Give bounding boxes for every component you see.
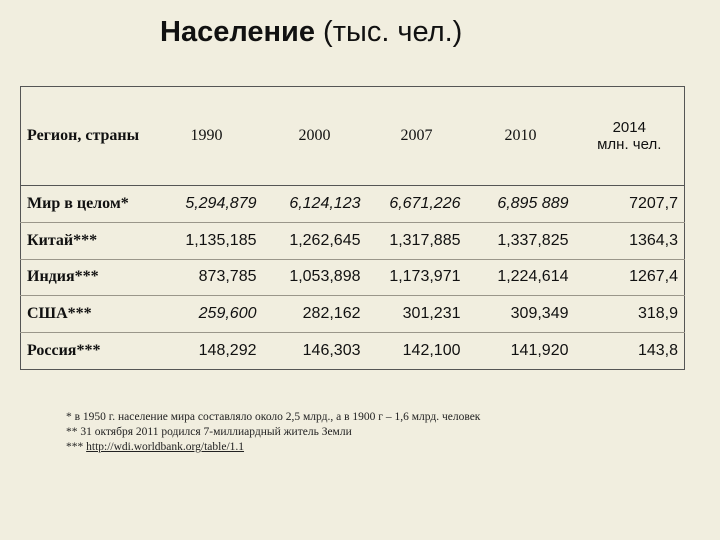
title-bold: Население: [160, 16, 315, 48]
row-value: 6,124,123: [263, 185, 367, 222]
row-value: 146,303: [263, 333, 367, 370]
footnote-2: ** 31 октября 2011 родился 7-миллиардный житель Земли: [66, 426, 352, 438]
title-unit: (тыс. чел.): [323, 16, 463, 48]
header-year-2000: 2000: [263, 87, 367, 186]
row-value: 1,053,898: [263, 259, 367, 296]
row-value: 6,671,226: [367, 185, 467, 222]
row-value: 873,785: [151, 259, 263, 296]
row-value: 318,9: [575, 296, 685, 333]
table-row: [21, 296, 685, 333]
header-year-1990: 1990: [151, 87, 263, 186]
population-table: [20, 86, 685, 370]
row-value: 5,294,879: [151, 185, 263, 222]
header-year-2010: 2010: [467, 87, 575, 186]
header-unit-label: млн. чел.: [597, 135, 662, 153]
row-value: 259,600: [151, 296, 263, 333]
row-region: Китай***: [21, 222, 151, 259]
row-value: 1,224,614: [467, 259, 575, 296]
page-title: [160, 16, 462, 49]
row-value: 6,895 889: [467, 185, 575, 222]
footnotes: [66, 410, 480, 455]
row-value: 309,349: [467, 296, 575, 333]
row-value: 1364,3: [575, 222, 685, 259]
row-value: 1,337,825: [467, 222, 575, 259]
row-region: Индия***: [21, 259, 151, 296]
footnote-3-prefix: ***: [66, 441, 87, 453]
table-row: [21, 333, 685, 370]
row-value: 1267,4: [575, 259, 685, 296]
table-row: [21, 259, 685, 296]
footnote-1: * в 1950 г. население мира составляло около 2,5 млрд., а в 1900 г – 1,6 млрд. человек: [66, 411, 481, 423]
row-value: 282,162: [263, 296, 367, 333]
row-region: Россия***: [21, 333, 151, 370]
row-value: 301,231: [367, 296, 467, 333]
row-value: 1,135,185: [151, 222, 263, 259]
header-region: Регион, страны: [21, 87, 151, 186]
row-region: США***: [21, 296, 151, 333]
table-header-row: [21, 87, 685, 186]
row-value: 1,317,885: [367, 222, 467, 259]
header-year-2007: 2007: [367, 87, 467, 186]
row-value: 1,173,971: [367, 259, 467, 296]
row-value: 141,920: [467, 333, 575, 370]
worldbank-link[interactable]: http://wdi.worldbank.org/table/1.1: [86, 441, 245, 453]
header-year-2014: [575, 87, 685, 186]
table-row: [21, 185, 685, 222]
row-value: 143,8: [575, 333, 685, 370]
row-value: 1,262,645: [263, 222, 367, 259]
row-region: Мир в целом*: [21, 185, 151, 222]
header-year-2014-label: 2014: [612, 118, 646, 136]
row-value: 142,100: [367, 333, 467, 370]
table-row: [21, 222, 685, 259]
footnote-3: [66, 440, 480, 455]
row-value: 7207,7: [575, 185, 685, 222]
row-value: 148,292: [151, 333, 263, 370]
